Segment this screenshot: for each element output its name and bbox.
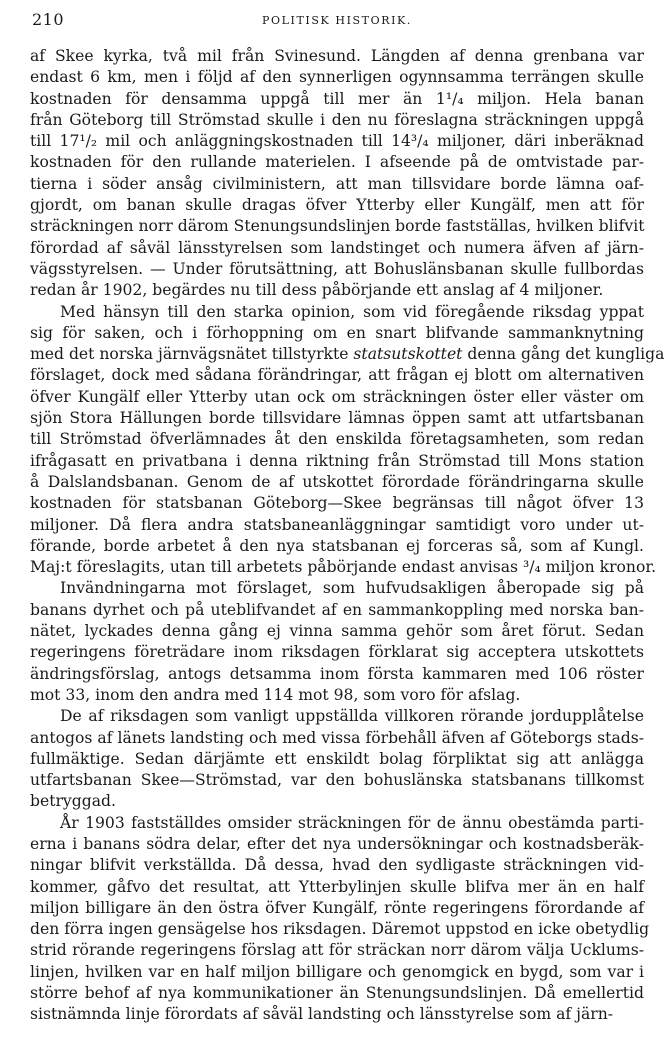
text-line: ifrågasatt en privatbana i denna riktning från Strömstad till Mons station	[30, 451, 644, 470]
text-line: Maj:t föreslagits, utan till arbetets påbörjande endast anvisas ³/₄ miljon kronor.	[30, 558, 657, 577]
text-line: erna i banans södra delar, efter det nya undersökningar och kostnadsberäk-	[30, 834, 644, 853]
text-line: med det norska järnvägsnätet tillstyrkte statsutskottet denna gång det kungliga	[30, 345, 664, 364]
text-line: nätet, lyckades denna gång ej vinna samma gehör som året förut. Sedan	[30, 622, 644, 641]
text-line: från Göteborg till Strömstad skulle i den nu föreslagna sträckningen uppgå	[30, 110, 644, 129]
text-line: banans dyrhet och på uteblifvandet af en sammankoppling med norska ban-	[30, 600, 644, 619]
text-line: kostnaden för den rullande materielen. I afseende på de omtvistade par-	[30, 153, 644, 172]
text-line: antogos af länets landsting och med vissa förbehåll äfven af Göteborgs stads-	[30, 728, 644, 747]
text-line: mot 33, inom den andra med 114 mot 98, som voro för afslag.	[30, 685, 521, 704]
paragraph	[30, 706, 644, 812]
text-line: förordad af såväl länsstyrelsen som landstinget och numera äfven af järn-	[30, 238, 644, 257]
body-text	[30, 46, 664, 1026]
paragraph	[30, 46, 644, 302]
text-line: till Strömstad öfverlämnades åt den enskilda företagsamheten, som redan	[30, 430, 644, 449]
text-line: ändringsförslag, antogs detsamma inom första kammaren med 106 röster	[30, 664, 644, 683]
text-line: tierna i söder ansåg civilministern, att man tillsvidare borde lämna oaf-	[30, 174, 644, 193]
paragraph	[30, 813, 650, 1026]
text-line: fullmäktige. Sedan därjämte ett enskildt bolag förpliktat sig att anlägga	[30, 749, 644, 768]
text-line: utfartsbanan Skee—Strömstad, var den bohuslänska statsbanans tillkomst	[30, 771, 644, 790]
text-line: sträckningen norr därom Stenungsundslinjen borde fastställas, hvilken blifvit	[30, 217, 645, 236]
text-line: strid rörande regeringens förslag att för sträckan norr därom välja Ucklums-	[30, 941, 644, 960]
text-line: öfver Kungälf eller Ytterby utan ock om sträckningen öster eller väster om	[30, 387, 644, 406]
text-line: af Skee kyrka, två mil från Svinesund. Längden af denna grenbana var	[30, 47, 644, 65]
paragraph	[30, 578, 644, 706]
text-line: gjordt, om banan skulle dragas öfver Ytterby eller Kungälf, men att för	[30, 196, 644, 215]
text-line: sistnämnda linje förordats af såväl landsting och länsstyrelse som af järn-	[30, 1005, 614, 1024]
text-line: De af riksdagen som vanligt uppställda villkoren rörande jordupplåtelse	[60, 707, 644, 726]
text-line: Med hänsyn till den starka opinion, som vid föregående riksdag yppat	[60, 302, 644, 321]
text-line: regeringens företrädare inom riksdagen förklarat sig acceptera utskottets	[30, 643, 644, 662]
text-line: kostnaden för statsbanan Göteborg—Skee begränsas till något öfver 13	[30, 494, 644, 513]
text-line: betryggad.	[30, 792, 116, 811]
text-line: linjen, hvilken var en half miljon billigare och genomgick en bygd, som var i	[30, 962, 644, 981]
text-line: sig för saken, och i förhoppning om en snart blifvande sammanknytning	[30, 323, 644, 342]
text-line: ningar blifvit verkställda. Då dessa, hvad den sydligaste sträckningen vid-	[30, 856, 644, 875]
text-line: större behof af nya kommunikationer än Stenungsundslinjen. Då emellertid	[30, 984, 644, 1003]
text-line: kostnaden för densamma uppgå till mer än 1¹/₄ miljon. Hela banan	[30, 89, 644, 108]
text-line: miljoner. Då flera andra statsbaneanläggningar samtidigt voro under ut-	[30, 515, 644, 534]
text-line: miljon billigare än den östra öfver Kungälf, rönte regeringens förordande af	[30, 898, 644, 917]
text-line: förande, borde arbetet å den nya statsbanan ej forceras så, som af Kungl.	[30, 536, 644, 555]
text-line: Invändningarna mot förslaget, som hufvudsakligen åberopade sig på	[60, 579, 644, 598]
page-number: 210	[32, 10, 65, 29]
text-line: till 17¹/₂ mil och anläggningskostnaden till 14³/₄ miljoner, däri inberäknad	[30, 132, 644, 151]
text-line: vägsstyrelsen. — Under förutsättning, att Bohuslänsbanan skulle fullbordas	[30, 259, 644, 278]
text-line: sjön Stora Hällungen borde tillsvidare lämnas öppen samt att utfartsbanan	[30, 409, 644, 428]
text-line: å Dalslandsbanan. Genom de af utskottet förordade förändringarna skulle	[30, 472, 644, 491]
text-line: förslaget, dock med sådana förändringar, att frågan ej blott om alternativen	[30, 366, 644, 385]
text-line: endast 6 km, men i följd af den synnerligen ogynnsamma terrängen skulle	[30, 68, 644, 87]
text-line: redan år 1902, begärdes nu till dess påbörjande ett anslag af 4 miljoner.	[30, 281, 604, 300]
text-line: den förra ingen gensägelse hos riksdagen. Däremot uppstod en icke obetydlig	[30, 920, 650, 939]
page-header	[30, 10, 644, 36]
text-line: kommer, gåfvo det resultat, att Ytterbylinjen skulle blifva mer än en half	[30, 877, 644, 896]
paragraph	[30, 302, 664, 579]
text-line: År 1903 fastställdes omsider sträckningen för de ännu obestämda parti-	[60, 813, 644, 832]
running-head: POLITISK HISTORIK.	[262, 14, 412, 27]
